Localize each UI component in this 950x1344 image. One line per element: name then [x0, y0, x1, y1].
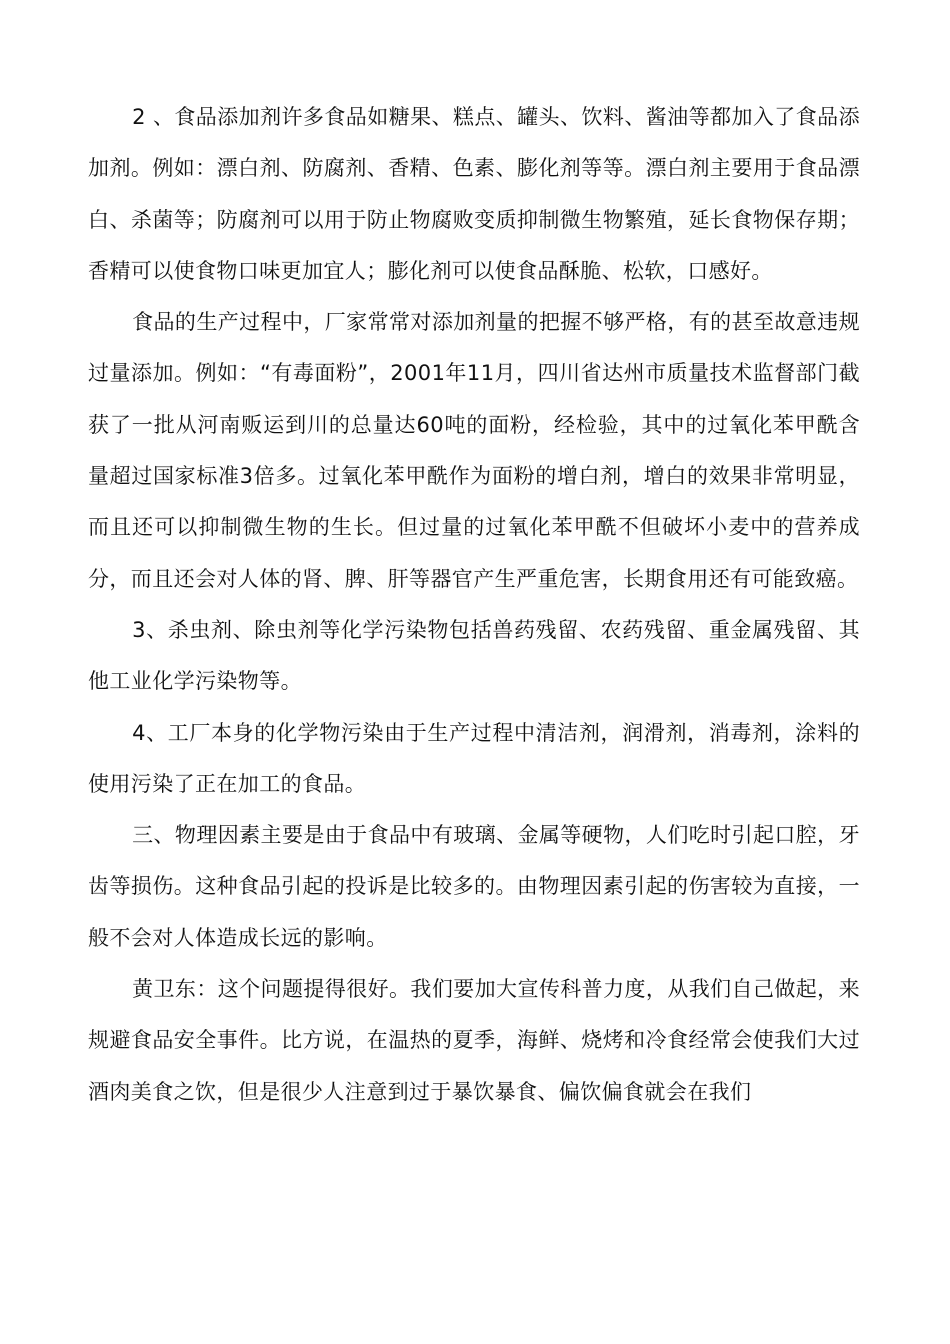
paragraph-physical-factors: 三、物理因素主要是由于食品中有玻璃、金属等硬物，人们吃时引起口腔，牙齿等损伤。这种食品引起的投诉是比较多的。由物理因素引起的伤害较为直接，一般不会对人体造成长远的影响。: [88, 823, 860, 950]
paragraph-factory-chemicals: 4、工厂本身的化学物污染由于生产过程中清洁剂，润滑剂，消毒剂，涂料的使用污染了正在加工的食品。: [88, 720, 860, 796]
document-body: [88, 92, 860, 1118]
paragraph-production-process: 食品的生产过程中，厂家常常对添加剂量的把握不够严格，有的甚至故意违规过量添加。例如：“有毒面粉”，2001年11月，四川省达州市质量技术监督部门截获了一批从河南贩运到川的总量达60吨的面粉，经检验，其中的过氧化苯甲酰含量超过国家标准3倍多。过氧化苯甲酰作为面粉的增白剂，增白的效果非常明显，而且还可以抑制微生物的生长。但过量的过氧化苯甲酰不但破坏小麦中的营养成分，而且还会对人体的肾、脾、肝等器官产生严重危害，长期食用还有可能致癌。: [88, 310, 860, 591]
paragraph-food-additives: 2 、食品添加剂许多食品如糖果、糕点、罐头、饮料、酱油等都加入了食品添加剂。例如：漂白剂、防腐剂、香精、色素、膨化剂等等。漂白剂主要用于食品漂白、杀菌等；防腐剂可以用于防止物腐败变质抑制微生物繁殖，延长食物保存期；香精可以使食物口味更加宜人；膨化剂可以使食品酥脆、松软，口感好。: [88, 105, 860, 283]
paragraph-pesticides: 3、杀虫剂、除虫剂等化学污染物包括兽药残留、农药残留、重金属残留、其他工业化学污染物等。: [88, 617, 860, 694]
paragraph-huang-weidong: 黄卫东：这个问题提得很好。我们要加大宣传科普力度，从我们自己做起，来规避食品安全事件。比方说，在温热的夏季，海鲜、烧烤和冷食经常会使我们大过酒肉美食之饮，但是很少人注意到过于暴饮暴食、偏饮偏食就会在我们: [88, 977, 860, 1104]
